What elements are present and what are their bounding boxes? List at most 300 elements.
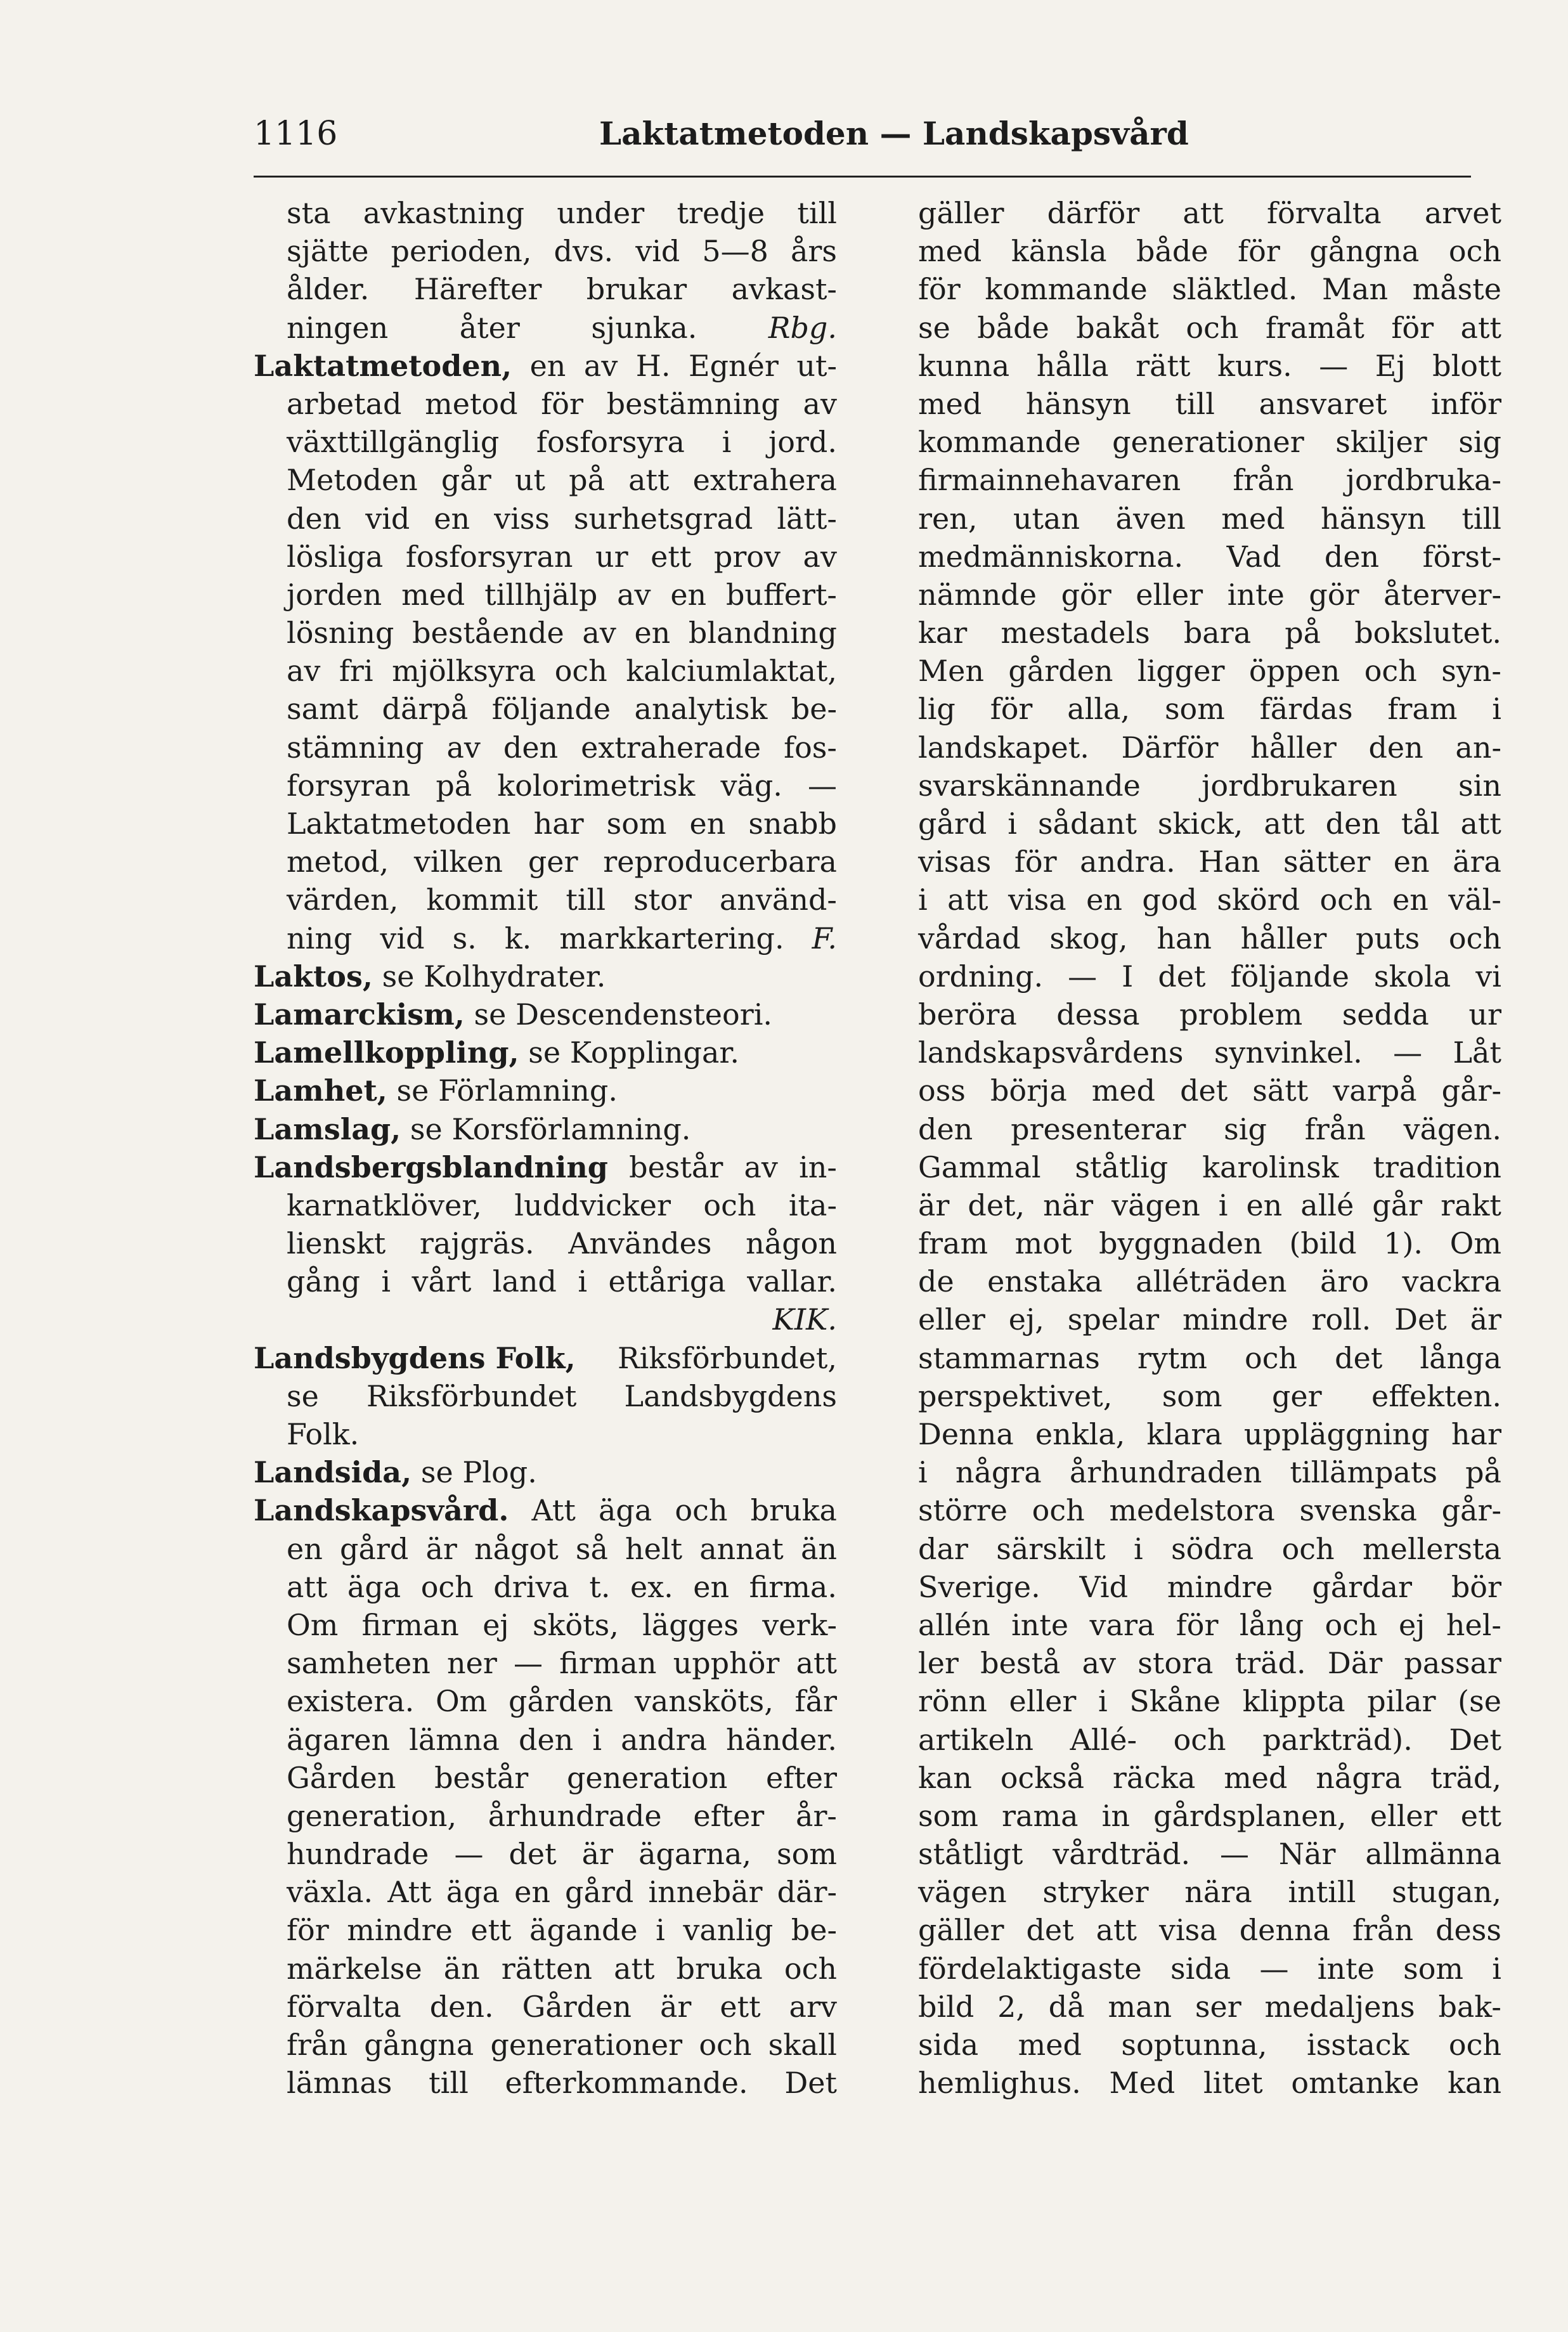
word: stora — [1137, 1646, 1214, 1681]
right-column-line — [918, 385, 1501, 423]
word: ren, — [918, 501, 978, 536]
word: kunna — [918, 348, 1010, 383]
word: ur — [1468, 997, 1501, 1032]
word: ett — [651, 539, 692, 574]
word: spelar — [1067, 1302, 1160, 1337]
right-column-line — [918, 1453, 1501, 1491]
word: kan — [918, 1760, 972, 1795]
word: gör — [1309, 577, 1359, 612]
word: rätt — [1136, 348, 1191, 383]
right-column-line — [918, 576, 1501, 614]
word: gården — [509, 1684, 614, 1719]
word: fosforsyra — [536, 425, 685, 460]
word: t. — [589, 1569, 611, 1604]
word: stammarnas — [918, 1340, 1100, 1375]
word: Gården — [522, 1989, 632, 2024]
left-column-line — [254, 1224, 837, 1262]
word: i — [578, 1264, 588, 1299]
word: till — [1175, 386, 1215, 421]
right-column-line — [918, 500, 1501, 538]
right-column-line — [918, 1644, 1501, 1682]
word: Där — [1327, 1646, 1383, 1681]
word: och — [1325, 1607, 1378, 1642]
word: och — [1173, 1722, 1226, 1757]
word: Förlamning. — [438, 1073, 618, 1108]
word: inte — [1317, 1951, 1375, 1986]
word: jord. — [768, 425, 837, 460]
word: för — [1238, 234, 1280, 269]
word: alla, — [1067, 692, 1131, 727]
word: avkast- — [731, 272, 837, 307]
word: förvalta — [287, 1989, 401, 2024]
word: Ej — [1375, 348, 1406, 383]
word: något — [474, 1531, 559, 1566]
word: lösning — [287, 616, 394, 651]
word: att — [1182, 196, 1224, 230]
entry-headword: Landsbygdens Folk, — [254, 1340, 576, 1375]
word: med — [918, 234, 982, 269]
word: ägaren — [287, 1722, 391, 1757]
word: landskapet. — [918, 730, 1089, 765]
word: under — [557, 196, 645, 230]
word: när — [1043, 1188, 1094, 1222]
word: att — [796, 1646, 837, 1681]
left-column-line — [254, 1186, 837, 1224]
right-column-line — [918, 270, 1501, 308]
word: dvs. — [554, 234, 614, 269]
word: sjätte — [287, 234, 369, 269]
right-column-line — [918, 1300, 1501, 1338]
word: kar — [918, 616, 968, 651]
word: se — [420, 1455, 453, 1490]
word: generation, — [287, 1798, 457, 1833]
word: det, — [968, 1188, 1025, 1222]
word: eller — [1136, 577, 1203, 612]
word: sätt — [1252, 1073, 1309, 1108]
word: gör — [1061, 577, 1111, 612]
word: kan — [1448, 2066, 1501, 2101]
word: lång — [1239, 1607, 1304, 1642]
right-column-line — [918, 1873, 1501, 1911]
word: från — [1352, 1913, 1414, 1948]
right-column-line — [918, 538, 1501, 576]
left-column-line — [254, 690, 837, 728]
word: att — [947, 883, 988, 917]
word: ej — [1398, 1607, 1425, 1642]
word: andra. — [1080, 845, 1176, 879]
word: kommande — [918, 425, 1081, 460]
word: äro — [1319, 1264, 1370, 1299]
word: vansköts, — [634, 1684, 774, 1719]
left-column-line — [254, 614, 837, 652]
right-column-line — [918, 1682, 1501, 1720]
word: rakt — [1441, 1188, 1501, 1222]
word: förvalta — [1266, 196, 1382, 230]
word: och — [675, 1493, 728, 1528]
word: är — [1470, 1302, 1501, 1337]
word: se — [410, 1111, 443, 1146]
word: Härefter — [413, 272, 542, 307]
word: träd, — [1430, 1760, 1501, 1795]
left-column-line — [254, 1148, 837, 1186]
word: Kolhydrater. — [424, 959, 606, 994]
word: bestå — [980, 1646, 1061, 1681]
right-column-line — [918, 1759, 1501, 1797]
word: ler — [918, 1646, 959, 1681]
word: ära — [1453, 845, 1501, 879]
word: en — [287, 1531, 323, 1566]
word: klippta — [1242, 1684, 1345, 1719]
left-column-line — [254, 1377, 837, 1415]
left-column-line — [254, 881, 837, 919]
word: blott — [1432, 348, 1501, 383]
word: i — [1492, 1951, 1501, 1986]
left-column-line — [254, 1339, 837, 1377]
word: har — [1451, 1417, 1501, 1451]
word: bakåt — [1076, 310, 1159, 345]
word: buffert- — [725, 577, 837, 612]
word: och — [1319, 883, 1373, 917]
left-column-line — [254, 1797, 837, 1835]
left-column-line — [254, 1988, 837, 2026]
word: vägen — [1111, 1188, 1200, 1222]
word: en — [693, 1569, 730, 1604]
right-column-line — [918, 1339, 1501, 1377]
word: att — [614, 1951, 655, 1986]
word: framåt — [1265, 310, 1364, 345]
word: i — [381, 1264, 391, 1299]
word: ex. — [630, 1569, 673, 1604]
word: Riksförbundet, — [617, 1340, 837, 1375]
word: sedda — [1342, 997, 1429, 1032]
word: Gammal — [918, 1150, 1041, 1184]
word: synvinkel. — [1214, 1035, 1363, 1070]
word: Landsbygdens — [624, 1378, 837, 1413]
word: Att — [531, 1493, 576, 1528]
left-column-line — [254, 2064, 837, 2102]
word: det — [509, 1837, 557, 1872]
word: Korsförlamning. — [451, 1111, 691, 1146]
right-column-line — [918, 1530, 1501, 1568]
word: tillämpats — [1290, 1455, 1438, 1490]
word: fos- — [784, 730, 837, 765]
word: ut — [514, 463, 546, 498]
entry-headword: Lamarckism, — [254, 997, 465, 1032]
word: den — [918, 1111, 973, 1146]
word: Gården — [287, 1760, 396, 1795]
word: analytisk — [634, 692, 768, 727]
word: gångna — [1309, 234, 1420, 269]
word: vanlig — [683, 1913, 774, 1948]
word: särskilt — [996, 1531, 1106, 1566]
word: ut- — [796, 348, 837, 383]
word: 2, — [997, 1989, 1025, 2024]
word: en — [434, 501, 470, 536]
word: och — [703, 1188, 756, 1222]
word: märkelse — [287, 1951, 422, 1986]
word: in- — [799, 1150, 837, 1184]
word: medaljens — [1264, 1989, 1415, 2024]
word: litet — [1203, 2066, 1263, 2101]
word: Vad — [1226, 539, 1281, 574]
word: ning — [287, 921, 353, 955]
word: i — [1098, 1684, 1108, 1719]
word: i — [918, 1455, 928, 1490]
word: på — [436, 768, 472, 803]
left-column-line — [254, 576, 837, 614]
word: enstaka — [987, 1264, 1103, 1299]
word: H. — [635, 348, 671, 383]
word: vårt — [411, 1264, 472, 1299]
word: för — [1391, 310, 1434, 345]
word: passar — [1404, 1646, 1501, 1681]
word: i — [592, 1722, 602, 1757]
word: 5—8 — [702, 234, 768, 269]
word: be- — [791, 1913, 837, 1948]
word: följande — [491, 692, 611, 727]
left-column-line — [254, 805, 837, 843]
left-column-line — [254, 1491, 837, 1529]
word: Riksförbundet — [366, 1378, 577, 1413]
word: inte — [1011, 1607, 1069, 1642]
word: träd. — [1234, 1646, 1306, 1681]
word: karnatklöver, — [287, 1188, 482, 1222]
left-column-line — [254, 385, 837, 423]
word: mot — [1014, 1226, 1072, 1261]
word: skall — [768, 2028, 837, 2062]
word: några — [955, 1455, 1042, 1490]
word: den — [1325, 806, 1380, 841]
right-column-line — [918, 1072, 1501, 1110]
right-column-line — [918, 881, 1501, 919]
word: rytm — [1137, 1340, 1207, 1375]
word: prov — [713, 539, 781, 574]
word: växttillgänglig — [287, 425, 500, 460]
word: ligger — [1137, 654, 1225, 689]
word: andra — [621, 1722, 708, 1757]
word: god — [1142, 883, 1197, 917]
word: för — [287, 1913, 329, 1948]
right-column-line — [918, 232, 1501, 270]
word: utan — [1013, 501, 1080, 536]
left-column-line — [254, 1530, 837, 1568]
word: firman — [559, 1646, 657, 1681]
word: ettåriga — [608, 1264, 726, 1299]
word: se — [474, 997, 507, 1032]
word: allmänna — [1365, 1837, 1501, 1872]
word: lägges — [642, 1607, 739, 1642]
word: väg. — [720, 768, 782, 803]
word: — — [1259, 1951, 1289, 1986]
right-column-line — [918, 843, 1501, 881]
word: går- — [1441, 1493, 1501, 1528]
word: därför — [1047, 196, 1140, 230]
word: för — [918, 272, 961, 307]
word: Kopplingar. — [569, 1035, 739, 1070]
word: existera. — [287, 1684, 415, 1719]
word: visa — [1158, 1913, 1217, 1948]
word: dessa — [1056, 997, 1140, 1032]
word: är — [425, 1531, 457, 1566]
right-column-line — [918, 1568, 1501, 1606]
author-signature: F. — [812, 921, 837, 955]
word: för — [1176, 1607, 1219, 1642]
word: byggnaden — [1099, 1226, 1262, 1261]
word: stugan, — [1392, 1875, 1501, 1910]
right-column-line — [918, 995, 1501, 1033]
word: en — [1393, 845, 1430, 879]
word: som — [777, 1837, 837, 1872]
word: mindre — [1167, 1569, 1273, 1604]
running-title: Laktatmetoden — Landskapsvård — [599, 115, 1189, 152]
word: (se — [1458, 1684, 1501, 1719]
word: Att — [387, 1875, 432, 1910]
word: denna — [1239, 1913, 1331, 1948]
word: århundraden — [1069, 1455, 1262, 1490]
word: ett — [1460, 1798, 1501, 1833]
word: ur — [595, 539, 628, 574]
right-column-line — [918, 1186, 1501, 1224]
word: skog, — [1049, 921, 1128, 955]
word: reproducerbara — [603, 845, 837, 879]
word: hänsyn — [1025, 386, 1131, 421]
left-column-line — [254, 1033, 837, 1072]
word: fram — [1387, 692, 1458, 727]
word: Descendensteori. — [515, 997, 773, 1032]
word: puts — [1356, 921, 1420, 955]
word: firman — [361, 1607, 459, 1642]
word: händer. — [726, 1722, 837, 1757]
word: av — [744, 1150, 778, 1184]
right-column-line — [918, 2064, 1501, 2102]
word: sig — [1458, 425, 1501, 460]
left-column-line — [254, 500, 837, 538]
word: — — [807, 768, 837, 803]
word: presenterar — [1011, 1111, 1186, 1146]
word: för — [990, 692, 1033, 727]
word: i — [722, 425, 732, 460]
word: går — [1372, 1188, 1423, 1222]
entry-headword: Lamellkoppling, — [254, 1035, 519, 1070]
word: generationer — [1112, 425, 1304, 460]
word: gångna — [364, 2028, 474, 2062]
word: en — [514, 1875, 550, 1910]
word: klara — [1146, 1417, 1222, 1451]
right-column-line — [918, 2026, 1501, 2064]
word: Man — [1321, 272, 1389, 307]
word: gäller — [918, 1913, 1004, 1948]
word: medelstora — [1109, 1493, 1275, 1528]
word: bara — [1183, 616, 1252, 651]
word: väl- — [1448, 883, 1501, 917]
word: bör — [1451, 1569, 1501, 1604]
word: alléträden — [1136, 1264, 1287, 1299]
word: så — [575, 1531, 608, 1566]
word: se — [918, 310, 950, 345]
word: äga — [598, 1493, 652, 1528]
right-column-line — [918, 461, 1501, 499]
word: an- — [1455, 730, 1501, 765]
word: skörd — [1217, 883, 1300, 917]
word: och — [1186, 310, 1239, 345]
word: till — [1461, 501, 1501, 536]
word: gården — [1008, 654, 1113, 689]
left-column-line — [254, 1835, 837, 1873]
word: lämna — [409, 1722, 500, 1757]
word: ordning. — [918, 959, 1044, 994]
word: ansvaret — [1259, 386, 1387, 421]
word: sig — [1224, 1111, 1267, 1146]
word: svarskännande — [918, 768, 1141, 803]
word: dess — [1435, 1913, 1501, 1948]
word: vi — [1475, 959, 1501, 994]
word: fördelaktigaste — [918, 1951, 1142, 1986]
word: stor — [633, 883, 692, 917]
word: det — [1158, 959, 1206, 994]
right-column-line — [918, 957, 1501, 995]
left-column-line — [254, 1453, 837, 1491]
word: består — [434, 1760, 529, 1795]
left-column-line — [254, 1759, 837, 1797]
word: gång — [287, 1264, 360, 1299]
word: bokslutet. — [1354, 616, 1501, 651]
word: en — [529, 348, 566, 383]
page-number: 1116 — [254, 115, 338, 153]
word: roll. — [1311, 1302, 1371, 1337]
word: perspektivet, — [918, 1378, 1113, 1413]
word: efter — [766, 1760, 837, 1795]
word: i — [1008, 806, 1017, 841]
word: de — [918, 1264, 954, 1299]
word: äga — [446, 1875, 500, 1910]
right-column-line — [918, 1262, 1501, 1300]
left-column-line — [254, 1721, 837, 1759]
word: känsla — [1011, 234, 1107, 269]
left-column-line — [254, 1644, 837, 1682]
word: han — [1157, 921, 1212, 955]
word: av — [617, 577, 651, 612]
word: mestadels — [1001, 616, 1150, 651]
word: än — [443, 1951, 480, 1986]
word: 1). — [1383, 1226, 1423, 1261]
right-column-line — [918, 1110, 1501, 1148]
word: jordbruka- — [1345, 463, 1501, 498]
word: mellersta — [1363, 1531, 1501, 1566]
word: varpå — [1333, 1073, 1417, 1108]
word: s. — [452, 921, 477, 955]
word: långa — [1420, 1340, 1501, 1375]
left-column-line — [254, 347, 837, 385]
word: gård — [340, 1531, 409, 1566]
word: lätt- — [777, 501, 837, 536]
word: också — [1000, 1760, 1085, 1795]
word: rätten — [501, 1951, 593, 1986]
word: omtanke — [1291, 2066, 1420, 2101]
word: pilar — [1367, 1684, 1436, 1719]
word: tillhjälp — [484, 577, 598, 612]
word: vägen. — [1403, 1111, 1501, 1146]
word: markkartering. — [559, 921, 784, 955]
word: från — [287, 2028, 348, 2062]
word: arbetad — [287, 386, 402, 421]
left-column-line — [254, 1262, 837, 1300]
word: får — [794, 1684, 837, 1719]
word: på — [1465, 1455, 1501, 1490]
word: ståtligt — [918, 1837, 1023, 1872]
left-column-line — [254, 957, 837, 995]
word: då — [1048, 1989, 1085, 2024]
word: och — [554, 654, 607, 689]
